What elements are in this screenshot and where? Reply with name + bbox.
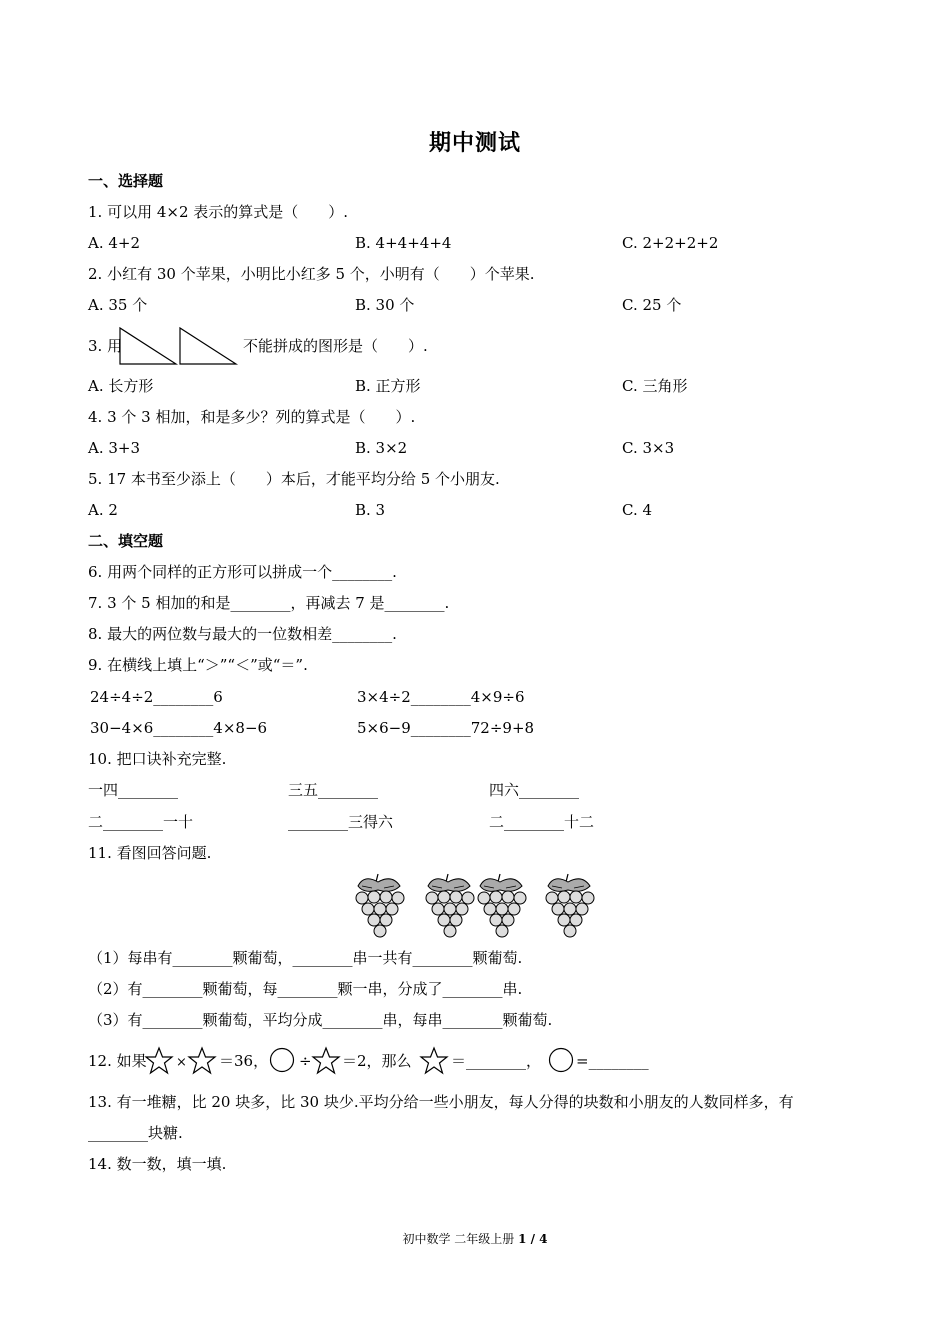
grape-bunch-icon (356, 874, 404, 937)
section-heading-fill: 二、填空题 (88, 532, 164, 550)
q10-rhyme-2: 三五________ (288, 781, 379, 799)
star-icon (188, 1047, 216, 1075)
q4-option-b: B. 3×2 (355, 439, 408, 457)
grape-bunch-icon (478, 874, 526, 937)
section-heading-choice: 一、选择题 (88, 172, 164, 190)
question-4: 4. 3 个 3 相加，和是多少？列的算式是（ ）. (88, 408, 416, 426)
q9-compare-1: 24÷4÷2________6 (90, 688, 223, 706)
grape-bunches-figure (348, 870, 608, 942)
question-13-line-2: ________块糖. (88, 1124, 183, 1142)
q5-option-c: C. 4 (622, 501, 653, 519)
question-3-prefix: 3. 用 (88, 337, 123, 355)
grape-bunch-icon (426, 874, 474, 937)
q3-option-c: C. 三角形 (622, 377, 688, 395)
q10-rhyme-6: 二________十二 (489, 813, 595, 831)
q4-option-a: A. 3+3 (88, 439, 141, 457)
star-icon (420, 1047, 448, 1075)
q9-compare-2: 3×4÷2________4×9÷6 (357, 688, 525, 706)
question-9: 9. 在横线上填上“＞”“＜”或“＝”. (88, 656, 308, 674)
q12-div: ÷ (299, 1052, 312, 1070)
q12-prefix: 12. 如果 (88, 1052, 147, 1070)
q1-option-c: C. 2+2+2+2 (622, 234, 719, 252)
q9-compare-3: 30−4×6________4×8−6 (90, 719, 268, 737)
footer-text: 初中数学 二年级上册 (402, 1232, 519, 1246)
q1-option-b: B. 4+4+4+4 (355, 234, 452, 252)
question-14: 14. 数一数，填一填. (88, 1155, 227, 1173)
q2-option-b: B. 30 个 (355, 296, 415, 314)
circle-icon (548, 1047, 574, 1073)
grape-bunch-icon (546, 874, 594, 937)
star-icon (145, 1047, 173, 1075)
q9-compare-4: 5×6−9________72÷9+8 (357, 719, 535, 737)
q2-option-a: A. 35 个 (88, 296, 148, 314)
q3-option-b: B. 正方形 (355, 377, 421, 395)
q1-option-a: A. 4+2 (88, 234, 141, 252)
q11-sub-2: （2）有________颗葡萄，每________颗一串，分成了________串. (88, 980, 523, 998)
q10-rhyme-1: 一四________ (88, 781, 179, 799)
q10-rhyme-3: 四六________ (489, 781, 580, 799)
star-icon (312, 1047, 340, 1075)
q11-sub-3: （3）有________颗葡萄，平均分成________串，每串________颗葡萄. (88, 1011, 553, 1029)
triangle-shape (180, 328, 236, 364)
q5-option-b: B. 3 (355, 501, 386, 519)
q12-eq4: =________ (576, 1052, 649, 1070)
question-3-suffix: 不能拼成的图形是（ ）. (243, 337, 428, 355)
q12-eq3: ＝________， (451, 1052, 542, 1070)
page-footer (0, 1230, 950, 1247)
question-8: 8. 最大的两位数与最大的一位数相差________. (88, 625, 397, 643)
q4-option-c: C. 3×3 (622, 439, 675, 457)
question-6: 6. 用两个同样的正方形可以拼成一个________. (88, 563, 397, 581)
page-number: 1 / 4 (518, 1232, 548, 1246)
q12-times: × (176, 1055, 187, 1070)
question-2: 2. 小红有 30 个苹果，小明比小红多 5 个，小明有（ ）个苹果. (88, 265, 535, 283)
page-title: 期中测试 (428, 130, 521, 156)
q10-rhyme-5: ________三得六 (288, 813, 394, 831)
q12-eq2: ＝2，那么 (342, 1052, 412, 1070)
q12-eq1: ＝36， (219, 1052, 269, 1070)
triangle-shape (120, 328, 176, 364)
circle-icon (269, 1047, 295, 1073)
q5-option-a: A. 2 (88, 501, 118, 519)
two-triangles-figure (118, 326, 240, 366)
question-11: 11. 看图回答问题. (88, 844, 212, 862)
q3-option-a: A. 长方形 (88, 377, 154, 395)
q10-rhyme-4: 二________一十 (88, 813, 194, 831)
question-1: 1. 可以用 4×2 表示的算式是（ ）. (88, 203, 349, 221)
q2-option-c: C. 25 个 (622, 296, 682, 314)
question-13-line-1: 13. 有一堆糖，比 20 块多，比 30 块少.平均分给一些小朋友，每人分得的块数和小朋友的人数同样多，有 (88, 1093, 794, 1111)
question-5: 5. 17 本书至少添上（ ）本后，才能平均分给 5 个小朋友. (88, 470, 500, 488)
question-7: 7. 3 个 5 相加的和是________，再减去 7 是________. (88, 594, 450, 612)
q11-sub-1: （1）每串有________颗葡萄，________串一共有________颗葡萄. (88, 949, 523, 967)
question-10: 10. 把口诀补充完整. (88, 750, 227, 768)
